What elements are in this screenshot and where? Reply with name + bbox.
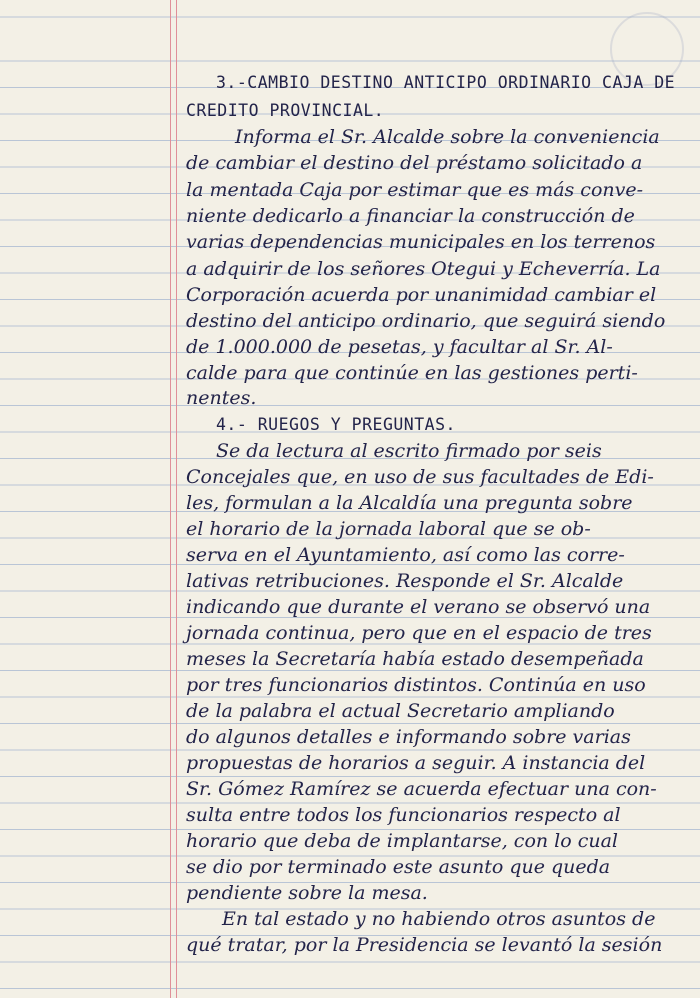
text-line: calde para que continúe en las gestiones perti- <box>186 362 638 384</box>
text-line: pendiente sobre la mesa. <box>186 882 428 904</box>
text-line: Se da lectura al escrito firmado por seis <box>216 440 602 462</box>
text-line: En tal estado y no habiendo otros asuntos de <box>222 908 656 930</box>
text-line: meses la Secretaría había estado desempeñada <box>186 648 644 670</box>
text-line: les, formulan a la Alcaldía una pregunta sobre <box>186 492 633 514</box>
text-line: niente dedicarlo a financiar la construcción de <box>186 205 635 227</box>
text-line: destino del anticipo ordinario, que seguirá siendo <box>186 310 666 332</box>
margin-line <box>176 0 177 998</box>
heading-item-4: 4.- RUEGOS Y PREGUNTAS. <box>216 415 456 434</box>
text-line: por tres funcionarios distintos. Continúa en uso <box>186 674 646 696</box>
text-line: lativas retribuciones. Responde el Sr. Alcalde <box>186 570 624 592</box>
text-line: sulta entre todos los funcionarios respecto al <box>186 804 621 826</box>
heading-item-3: 3.-CAMBIO DESTINO ANTICIPO ORDINARIO CAJA DE <box>216 73 676 92</box>
text-line: varias dependencias municipales en los terrenos <box>186 231 656 253</box>
heading-item-3-cont: CREDITO PROVINCIAL. <box>186 101 385 120</box>
text-line: el horario de la jornada laboral que se ob- <box>186 518 591 540</box>
text-line: Sr. Gómez Ramírez se acuerda efectuar una con- <box>186 778 657 800</box>
margin-line <box>170 0 171 998</box>
text-line: qué tratar, por la Presidencia se levantó la sesión <box>186 934 663 956</box>
text-line: Corporación acuerda por unanimidad cambiar el <box>186 284 657 306</box>
text-line: horario que deba de implantarse, con lo cual <box>186 830 618 852</box>
text-line: la mentada Caja por estimar que es más conve- <box>186 179 644 201</box>
text-line: serva en el Ayuntamiento, así como las corre- <box>186 544 625 566</box>
text-line: nentes. <box>186 387 257 409</box>
text-line: a adquirir de los señores Otegui y Echeverría. La <box>186 258 661 280</box>
text-line: Concejales que, en uso de sus facultades de Edi- <box>186 466 654 488</box>
text-line: do algunos detalles e informando sobre varias <box>186 726 631 748</box>
text-line: jornada continua, pero que en el espacio de tres <box>186 622 652 644</box>
text-line: propuestas de horarios a seguir. A instancia del <box>186 752 646 774</box>
text-line: Informa el Sr. Alcalde sobre la conveniencia <box>235 126 660 148</box>
text-line: de la palabra el actual Secretario ampliando <box>186 700 615 722</box>
text-line: se dio por terminado este asunto que queda <box>186 856 611 878</box>
text-line: indicando que durante el verano se observó una <box>186 596 651 618</box>
text-line: de 1.000.000 de pesetas, y facultar al Sr. Al- <box>186 336 613 358</box>
text-line: de cambiar el destino del préstamo solicitado a <box>186 152 643 174</box>
